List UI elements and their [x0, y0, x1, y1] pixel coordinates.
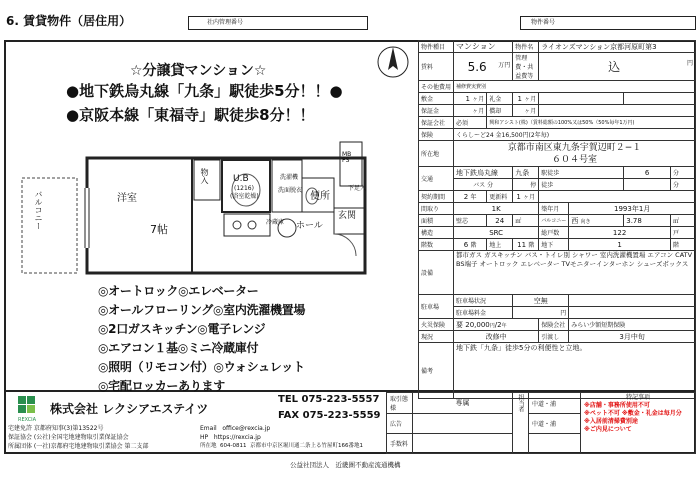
ad-label: 広告 — [387, 414, 413, 434]
special-note: ※ご内見について — [584, 426, 632, 433]
agent-2: 中道・浦 — [529, 414, 581, 434]
rent-unit: 万円 — [498, 61, 511, 69]
spec-label: 賃料 — [419, 53, 454, 81]
spec-station-walk-unit: 分 — [670, 167, 695, 179]
floorplan — [12, 128, 374, 283]
property-number-box — [520, 16, 696, 30]
spec-area-unit: ㎡ — [513, 215, 539, 227]
spec-fire-company: みらい少額短期保険 — [569, 319, 696, 331]
key-value: 1 — [517, 95, 523, 103]
feature-item: ◎オートロック◎エレベーター — [98, 284, 259, 298]
promo-line-2: ●地下鉄烏丸線「九条」駅徒歩5分！！● — [66, 82, 343, 100]
spec-guarantee — [454, 105, 487, 117]
promo-line-3: ●京阪本線「東福寺」駅徒歩8分！！ — [66, 106, 315, 124]
address-line-1: 京都市南区東九条宇賀辺町２−１ — [507, 142, 642, 153]
agent-blank — [529, 434, 581, 454]
org-name: 公益社団法人 近畿圏不動産流通機構 — [290, 461, 401, 469]
brand-name: REXCIA — [18, 417, 37, 423]
email-label: Email — [200, 425, 217, 432]
agent-1: 中道・浦 — [529, 393, 581, 414]
term-value: 2 — [463, 193, 469, 201]
spec-label: 階数 — [419, 239, 454, 251]
spec-label: その他費用 — [419, 81, 454, 93]
story-value: 11 — [517, 241, 527, 249]
mgmt-fee-value: 込 — [608, 60, 621, 74]
floor-value: 6 — [463, 241, 469, 249]
entrance-label: 玄関 — [338, 211, 357, 221]
fee-label: 手数料 — [387, 434, 413, 454]
feature-item: ◎照明（リモコン付）◎ウォシュレット — [98, 360, 305, 374]
spec-story — [513, 239, 539, 251]
fax-line — [278, 410, 381, 421]
feature-item: ◎2口ガスキッチン◎電子レンジ — [98, 322, 266, 336]
spec-units-unit: 戸 — [670, 227, 695, 239]
spec-area-type: 壁芯 — [454, 215, 487, 227]
spec-label: 保険会社 — [539, 319, 569, 331]
spec-name: ライオンズマンション京都河原町第3 — [539, 41, 696, 53]
spec-insurance: くらしーど24 金16,500円(2年毎) — [454, 129, 696, 141]
term-unit: 年 — [470, 194, 477, 201]
spec-bus — [454, 179, 513, 191]
spec-label: 構造 — [419, 227, 454, 239]
spec-structure: SRC — [454, 227, 539, 239]
wash-label: 洗面脱衣 — [278, 187, 303, 194]
tel-label: TEL — [278, 394, 299, 405]
spec-station: 九条 — [513, 167, 539, 179]
hp-line — [200, 435, 261, 441]
hp-label: HP — [200, 434, 209, 441]
spec-label: 保証金 — [419, 105, 454, 117]
address-line-2: ６０４号室 — [552, 154, 598, 165]
spec-fire: 要 20,000円/2年 — [454, 319, 539, 331]
spec-label: 管理費・共益費等 — [513, 53, 539, 81]
ub-sub: (1216) — [234, 185, 254, 192]
spec-basement-unit: 階 — [670, 239, 695, 251]
addr-label: 所在地 — [200, 443, 217, 449]
deal-table — [386, 392, 696, 454]
ad-value — [413, 414, 513, 434]
company-logo — [18, 396, 44, 416]
spec-stop: 停 — [513, 179, 539, 191]
page-title: 6. 賃貸物件（居住用） — [6, 14, 132, 28]
story-unit: 階 — [528, 242, 535, 249]
spec-stop-walk — [624, 179, 671, 191]
spec-renew — [513, 191, 539, 203]
spec-label: 総戸数 — [539, 227, 569, 239]
fridge-label: 冷蔵庫 — [266, 219, 285, 226]
spec-label: 礼金 — [487, 93, 513, 105]
spec-label: バルコニー — [539, 215, 569, 227]
spec-other: 補修費実費別 — [454, 81, 696, 93]
agent-label: 担当者 — [513, 393, 529, 454]
feature-item: ◎オールフローリング◎室内洗濯機置場 — [98, 303, 306, 317]
shoe-label: 下足入 — [348, 185, 367, 192]
spec-blank — [539, 191, 696, 203]
spec-station-walk: 6 — [624, 167, 671, 179]
fire-amount: 20,000 — [465, 320, 490, 329]
spec-label: 保証会社 — [419, 117, 454, 129]
email-value[interactable]: office@rexcia.jp — [222, 425, 271, 432]
promo-line-1: ☆分譲貸マンション☆ — [130, 63, 267, 79]
hp-value[interactable]: https://rexcia.jp — [213, 434, 261, 441]
rent-value: 5.6 — [467, 59, 487, 74]
spec-blank — [569, 295, 696, 307]
renew-value: 1 — [516, 193, 521, 201]
spec-station-walk-label: 駅徒歩 — [539, 167, 624, 179]
room-label: 洋室 — [117, 193, 137, 204]
washer-label: 洗濯機 — [280, 174, 299, 181]
spec-label: 築年月 — [539, 203, 569, 215]
spec-parking-fee-label: 駐車場料金 — [454, 307, 513, 319]
special-note: ※店舗・事務所使用不可 — [584, 402, 650, 409]
spec-label: 物件種目 — [419, 41, 454, 53]
address-line — [200, 444, 363, 450]
room-size: 7帖 — [150, 223, 168, 236]
spec-balcony-area: 3.78 — [624, 215, 671, 227]
spec-label: 契約期間 — [419, 191, 454, 203]
fire-type: 要 — [456, 320, 464, 329]
special-label: 特記事項 — [625, 394, 650, 401]
spec-deposit — [454, 93, 487, 105]
spec-stop-walk-label: 徒歩 — [539, 179, 624, 191]
license-text: 宅建免許 京都府知事(3)第13522号 — [8, 425, 104, 432]
spec-move: 3月中旬 — [569, 331, 696, 343]
spec-parking-status: 空無 — [513, 295, 569, 307]
spec-label: 物件名 — [513, 41, 539, 53]
guarantee-unit: ヶ月 — [472, 108, 485, 115]
spec-line: 地下鉄烏丸線 — [454, 167, 513, 179]
storage-label: 物入 — [200, 168, 209, 184]
compass-icon — [373, 42, 413, 82]
spec-basement: 1 — [569, 239, 671, 251]
mgmt-number-label: 社内管理番号 — [207, 19, 244, 26]
balcony-dir-label: 向き — [580, 218, 591, 225]
special-note: ※ペット不可 ※敷金・礼金は毎月分 — [584, 410, 682, 417]
spec-label — [539, 93, 624, 105]
spec-blank — [569, 307, 696, 319]
spec-parking-fee-unit: 円 — [513, 307, 569, 319]
spec-story-label: 地上 — [487, 239, 513, 251]
fee-value — [413, 434, 513, 454]
feature-item: ◎宅配ロッカーあります — [98, 379, 225, 393]
toilet-label: 便所 — [310, 191, 330, 202]
spec-label: 設備 — [419, 251, 454, 295]
spec-area: 24 — [487, 215, 513, 227]
spec-label: 火災保険 — [419, 319, 454, 331]
floor-unit: 階 — [470, 242, 477, 249]
deal-type-label: 取引態様 — [387, 393, 413, 414]
spec-label: 引渡し — [539, 331, 569, 343]
spec-label: 保険 — [419, 129, 454, 141]
bus-label: バス — [473, 182, 486, 189]
mb-ps-label: MB PS — [342, 151, 352, 164]
ub-sub2: (浴室乾燥) — [230, 193, 259, 200]
deposit-unit: ヶ月 — [472, 96, 485, 103]
spec-label: 交通 — [419, 167, 454, 191]
spec-label: 償却 — [487, 105, 513, 117]
spec-parking-status-label: 駐車場状況 — [454, 295, 513, 307]
spec-label: 駐車場 — [419, 295, 454, 319]
amort-unit: ヶ月 — [524, 108, 537, 115]
spec-floor — [454, 239, 487, 251]
spec-mgmt-fee — [539, 53, 696, 81]
deposit-value: 1 — [465, 95, 471, 103]
tel-number: 075-223-5557 — [301, 394, 380, 405]
ub-label: U.B — [233, 174, 249, 184]
spec-units: 122 — [569, 227, 671, 239]
spec-amort — [513, 105, 539, 117]
spec-blank — [539, 105, 696, 117]
spec-table — [418, 40, 696, 399]
fire-years: 2 — [497, 320, 502, 329]
spec-label: 現況 — [419, 331, 454, 343]
spec-blank — [624, 93, 696, 105]
spec-balcony-unit: ㎡ — [670, 215, 695, 227]
spec-key — [513, 93, 539, 105]
spec-label: 敷金 — [419, 93, 454, 105]
fax-number: 075-223-5559 — [302, 410, 381, 421]
spec-status: 改修中 — [454, 331, 539, 343]
company-name: 株式会社 レクシアエステイツ — [50, 402, 209, 416]
email-line — [200, 426, 270, 432]
mgmt-fee-unit: 円 — [686, 60, 693, 67]
spec-address — [454, 141, 696, 167]
addr-value: 京都市中京区堀川通二条上る竹屋町166番地1 — [250, 443, 363, 449]
property-number-label: 物件番号 — [531, 19, 556, 26]
spec-layout: 1K — [454, 203, 539, 215]
spec-balcony-dir — [569, 215, 624, 227]
fire-amount-unit: 円 — [489, 322, 495, 329]
fax-label: FAX — [278, 410, 300, 421]
balcony-dir: 西 — [571, 216, 579, 225]
spec-label: 更新料 — [487, 191, 513, 203]
spec-label: 間取り — [419, 203, 454, 215]
bus-unit: 分 — [487, 182, 494, 189]
hall-label: ホール — [296, 221, 323, 231]
fire-years-unit: 年 — [501, 322, 507, 329]
special-notes — [581, 393, 696, 454]
spec-basement-label: 地下 — [539, 239, 569, 251]
tel-line — [278, 394, 379, 405]
key-unit: ヶ月 — [524, 96, 537, 103]
deal-type: 専属 — [413, 393, 513, 414]
feature-item: ◎エアコン１基◎ミニ冷蔵庫付 — [98, 341, 259, 355]
postal-code: 604-0811 — [220, 443, 247, 449]
mgmt-number-box — [188, 16, 368, 30]
guarantee-text: 保証協会 (公社)全国宅地建物取引業保証協会 — [8, 434, 129, 441]
spec-remarks: 地下鉄「九条」徒歩5分の利便性と立地。 — [454, 343, 696, 399]
balcony-label: バルコニー — [34, 190, 43, 230]
spec-guarantor-req: 必須 — [454, 117, 487, 129]
spec-term — [454, 191, 487, 203]
spec-stop-walk-unit: 分 — [670, 179, 695, 191]
special-note: ※入居前清掃費別途 — [584, 418, 638, 425]
spec-type: マンション — [454, 41, 513, 53]
assoc-text: 所属団体 (一社)京都府宅地建物取引業協会 第二支部 — [8, 443, 149, 450]
spec-guarantor-detail: 興和アシスト(株)（賃料総額の100%又は50%（50%毎年1万円) — [487, 117, 696, 129]
renew-unit: ヶ月 — [523, 194, 536, 201]
spec-label: 所在地 — [419, 141, 454, 167]
spec-label: 面積 — [419, 215, 454, 227]
spec-equipment: 都市ガス ガスキッチン バス・トイレ別 シャワー 室内洗濯機置場 エアコン CATV BS端子 オートロック エレベーター TVモニターインターホン シューズボックス — [454, 251, 696, 295]
spec-built: 1993年1月 — [569, 203, 696, 215]
spec-rent — [454, 53, 513, 81]
spec-label: 備考 — [419, 343, 454, 399]
features-list — [98, 282, 305, 396]
